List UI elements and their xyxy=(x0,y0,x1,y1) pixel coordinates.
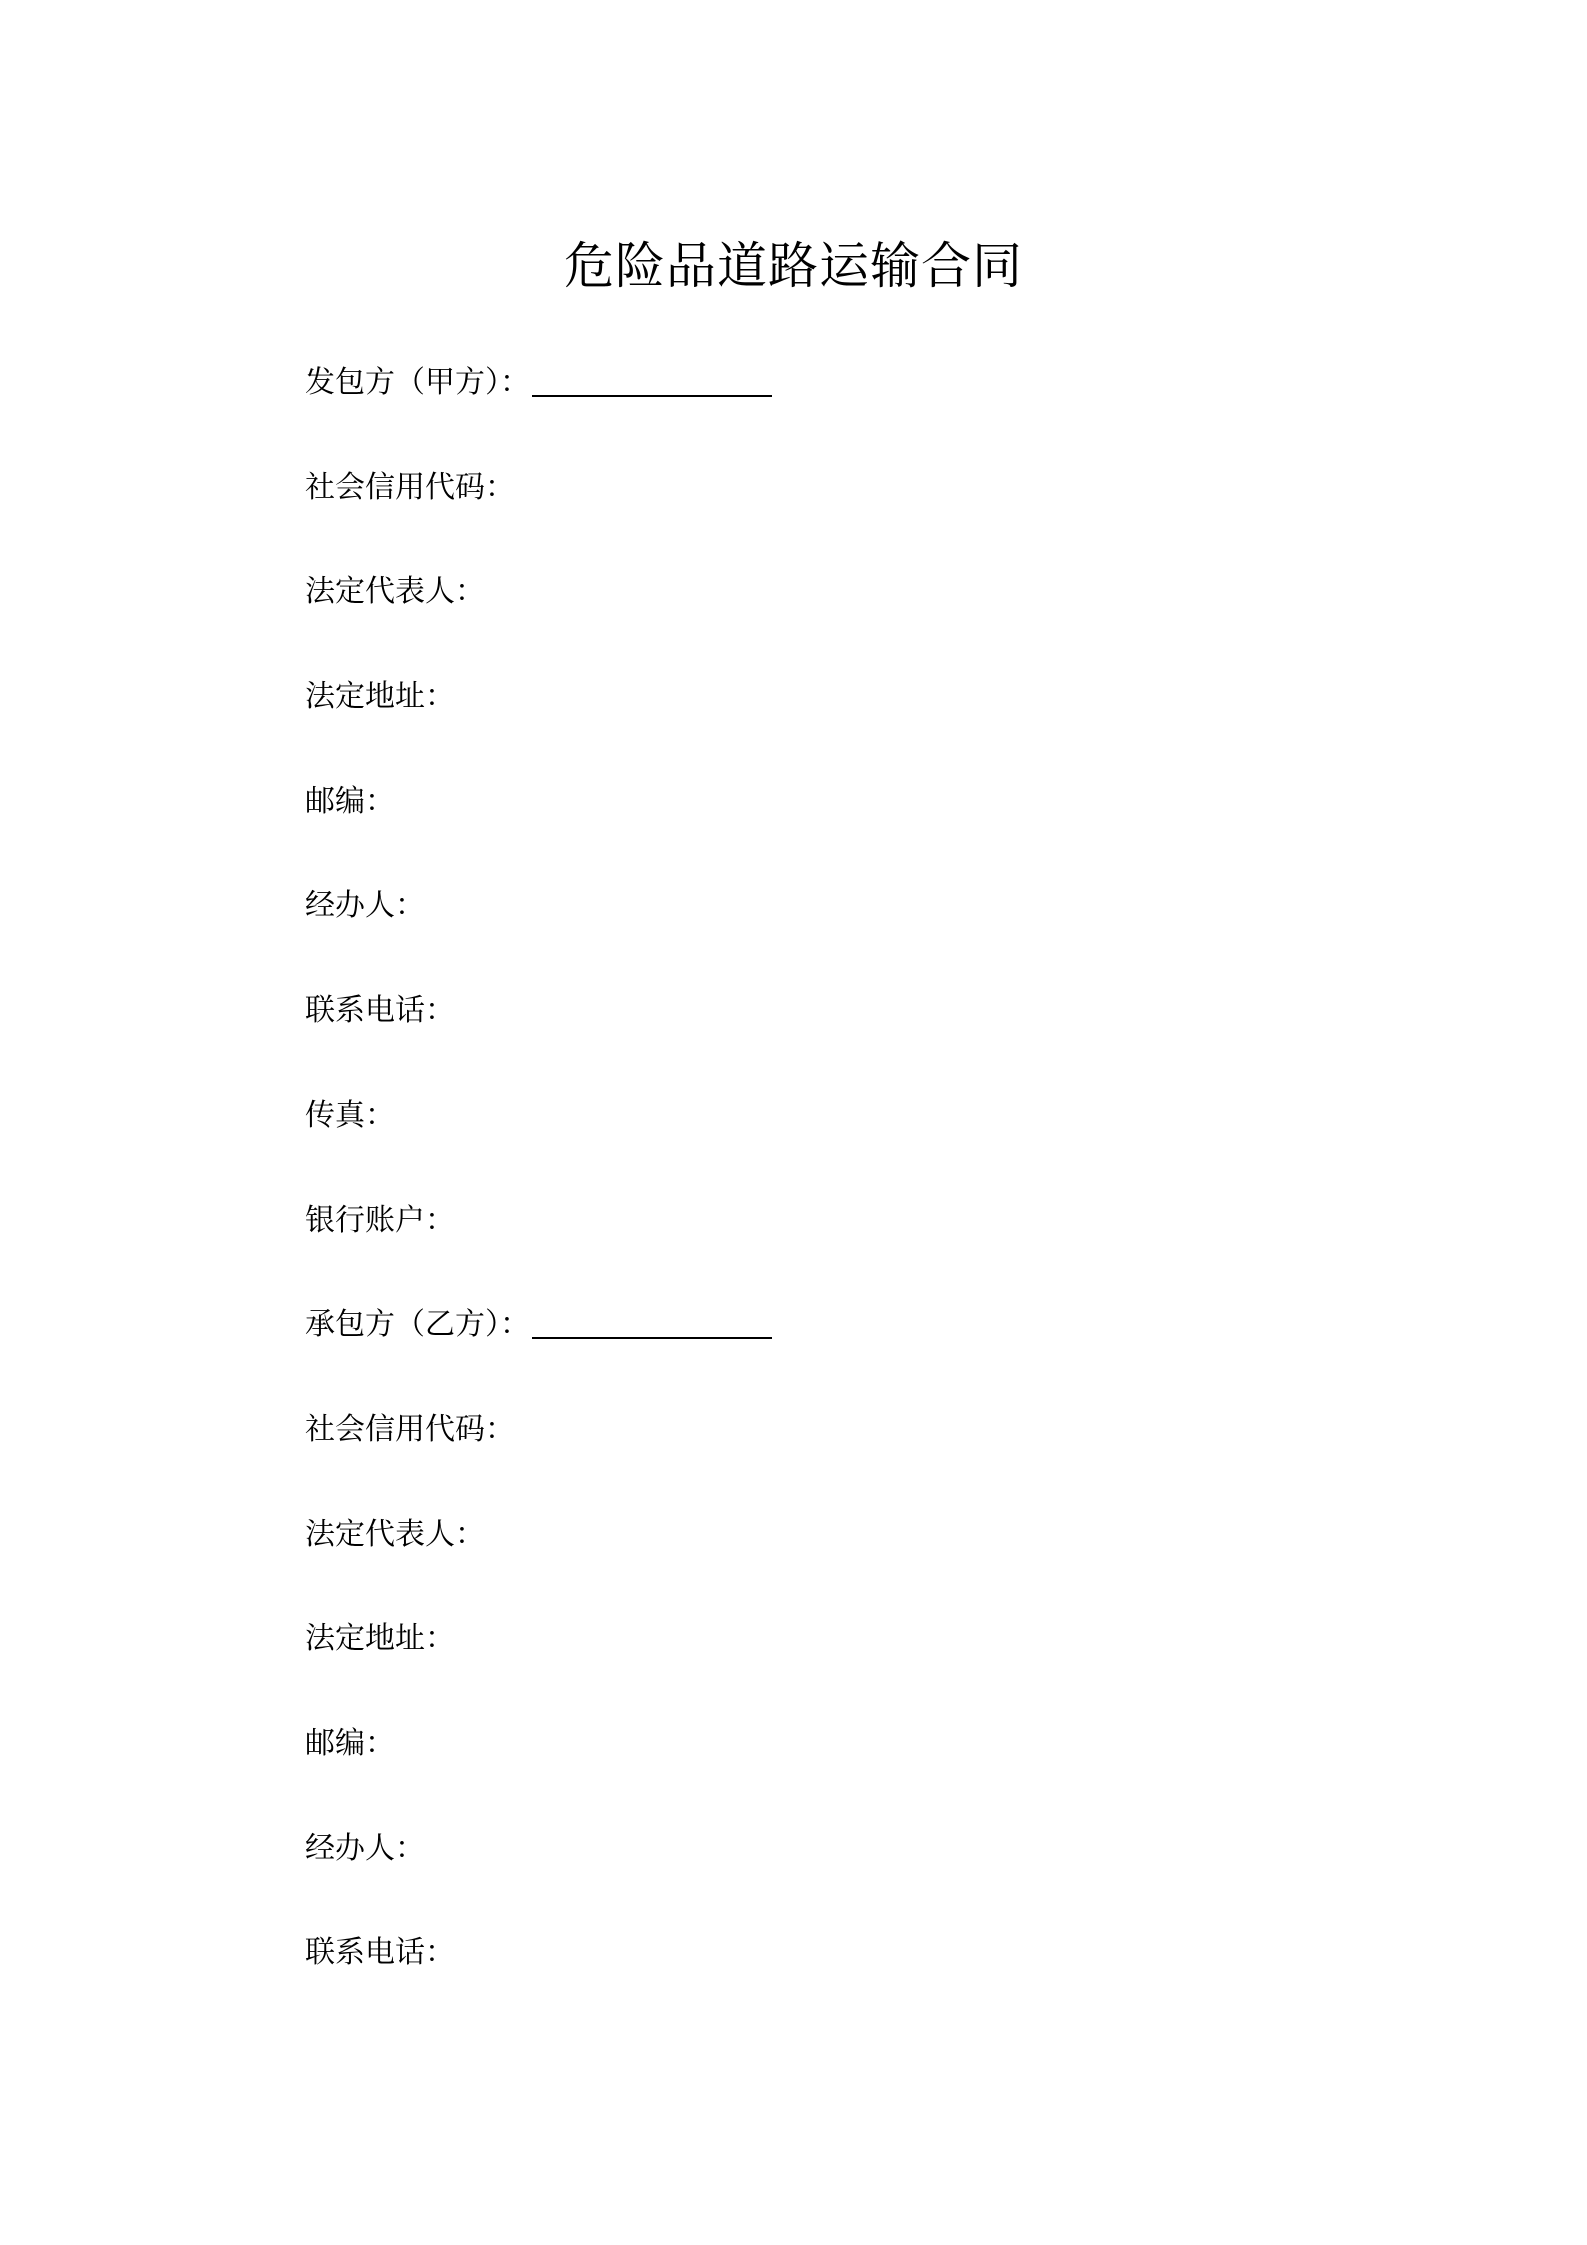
field-label: 发包方（甲方）： xyxy=(305,365,530,400)
field-party-b-credit-code xyxy=(305,1402,1305,1507)
field-party-a-postcode xyxy=(305,774,1305,879)
field-party-a-phone xyxy=(305,983,1305,1088)
party-a-name-blank xyxy=(532,355,772,397)
field-label: 银行账户： xyxy=(305,1202,455,1238)
field-label: 法定地址： xyxy=(305,1621,455,1657)
field-party-a-bank-account xyxy=(305,1193,1305,1298)
field-label: 社会信用代码： xyxy=(305,469,515,505)
field-party-b-address xyxy=(305,1611,1305,1716)
party-b-name-blank xyxy=(532,1297,772,1339)
field-label: 社会信用代码： xyxy=(305,1411,515,1447)
field-party-b xyxy=(305,1297,1305,1402)
field-label: 承包方（乙方）： xyxy=(305,1307,530,1343)
field-party-a-address xyxy=(305,669,1305,774)
field-party-b-postcode xyxy=(305,1716,1305,1821)
field-label: 联系电话： xyxy=(305,1935,455,1971)
field-party-a-agent xyxy=(305,878,1305,983)
party-field-list xyxy=(305,355,1305,2030)
field-label: 邮编： xyxy=(305,783,395,819)
field-label: 传真： xyxy=(305,1097,395,1133)
field-party-a-legal-rep xyxy=(305,564,1305,669)
field-party-b-agent xyxy=(305,1821,1305,1926)
field-label: 法定代表人： xyxy=(305,574,485,610)
field-party-a-fax xyxy=(305,1088,1305,1193)
field-label: 邮编： xyxy=(305,1725,395,1761)
field-label: 联系电话： xyxy=(305,993,455,1029)
field-party-b-legal-rep xyxy=(305,1507,1305,1612)
field-party-b-phone xyxy=(305,1925,1305,2030)
field-label: 法定地址： xyxy=(305,679,455,715)
field-party-a-credit-code xyxy=(305,460,1305,565)
field-label: 经办人： xyxy=(305,888,425,924)
field-label: 法定代表人： xyxy=(305,1516,485,1552)
field-label: 经办人： xyxy=(305,1830,425,1866)
document-title: 危险品道路运输合同 xyxy=(564,237,1023,295)
field-party-a xyxy=(305,355,1305,460)
